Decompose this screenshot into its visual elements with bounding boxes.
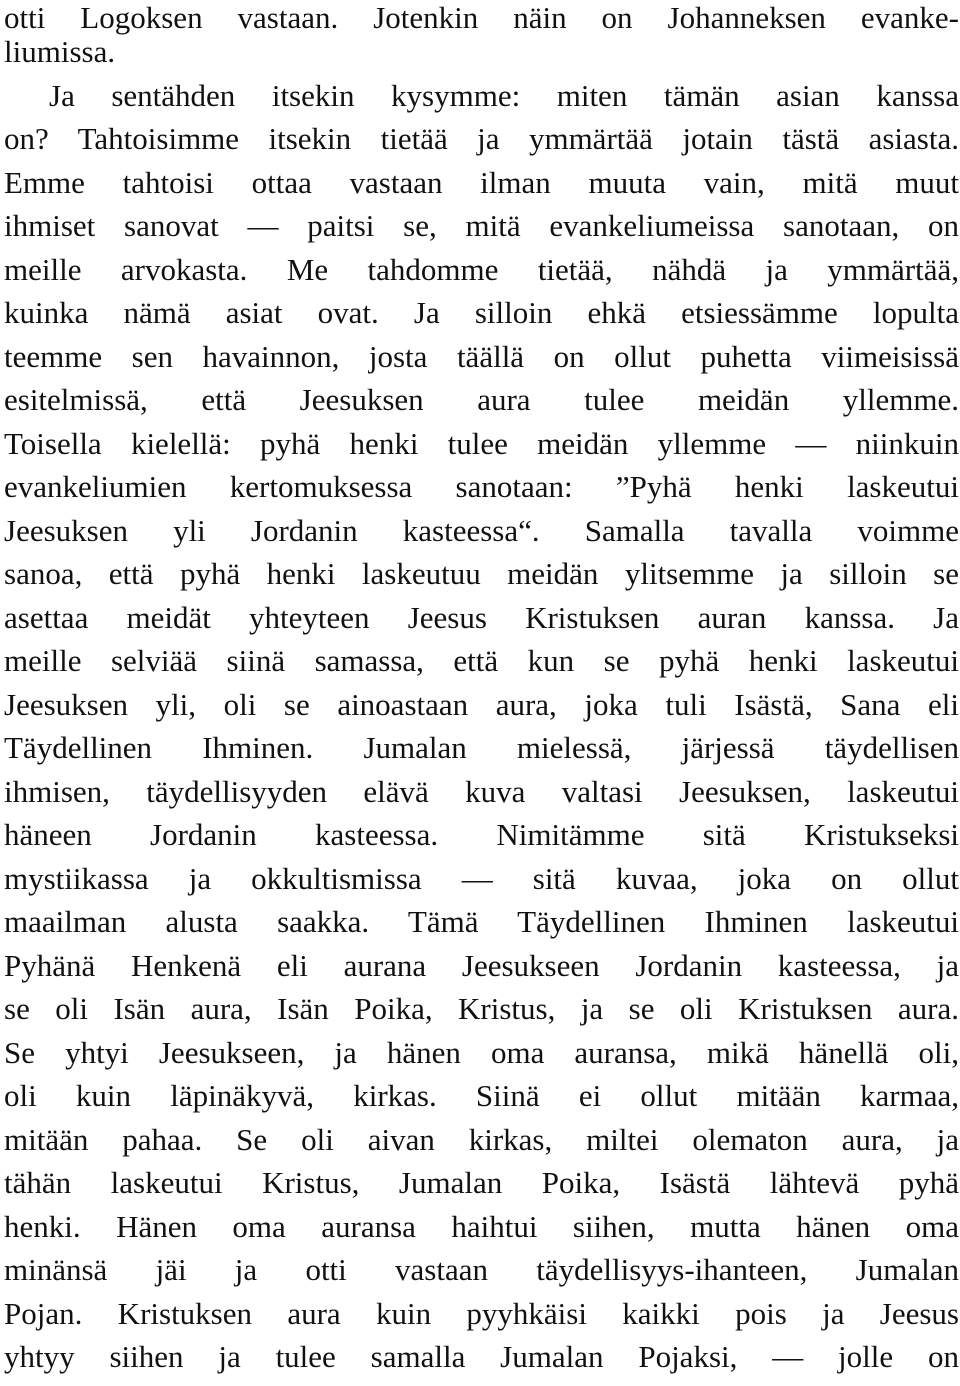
text-line: se oli Isän aura, Isän Poika, Kristus, ja se oli Kristuksen aura. (4, 991, 959, 1026)
text-line: Ja sentähden itsekin kysymme: miten tämän asian kanssa (49, 78, 959, 113)
text-line: Jeesuksen yli, oli se ainoastaan aura, joka tuli Isästä, Sana eli (4, 687, 959, 722)
text-line: Pojan. Kristuksen aura kuin pyyhkäisi kaikki pois ja Jeesus (4, 1296, 959, 1331)
text-line: asettaa meidät yhteyteen Jeesus Kristuksen auran kanssa. Ja (4, 600, 959, 635)
text-line: evankeliumien kertomuksessa sanotaan: ”Pyhä henki laskeutui (4, 469, 959, 504)
text-line: meille selviää siinä samassa, että kun se pyhä henki laskeutui (4, 643, 959, 678)
text-line: mystiikassa ja okkultismissa — sitä kuvaa, joka on ollut (4, 861, 959, 896)
text-line: meille arvokasta. Me tahdomme tietää, nähdä ja ymmärtää, (4, 252, 959, 287)
text-line: ihmiset sanovat — paitsi se, mitä evankeliumeissa sanotaan, on (4, 208, 959, 243)
text-line: esitelmissä, että Jeesuksen aura tulee meidän yllemme. (4, 382, 959, 417)
text-line: minänsä jäi ja otti vastaan täydellisyys-ihanteen, Jumalan (4, 1252, 959, 1287)
text-line: henki. Hänen oma auransa haihtui siihen, mutta hänen oma (4, 1209, 959, 1244)
text-line: Jeesuksen yli Jordanin kasteessa“. Samalla tavalla voimme (4, 513, 959, 548)
text-line: häneen Jordanin kasteessa. Nimitämme sitä Kristukseksi (4, 817, 959, 852)
text-line: kuinka nämä asiat ovat. Ja silloin ehkä etsiessämme lopulta (4, 295, 959, 330)
text-line: teemme sen havainnon, josta täällä on ollut puhetta viimeisissä (4, 339, 959, 374)
text-line: otti Logoksen vastaan. Jotenkin näin on Johanneksen evanke- (4, 0, 959, 35)
text-line: ihmisen, täydellisyyden elävä kuva valtasi Jeesuksen, laskeutui (4, 774, 959, 809)
text-line: sanoa, että pyhä henki laskeutuu meidän ylitsemme ja silloin se (4, 556, 959, 591)
text-line: Toisella kielellä: pyhä henki tulee meidän yllemme — niinkuin (4, 426, 959, 461)
text-line: yhtyy siihen ja tulee samalla Jumalan Pojaksi, — jolle on (4, 1339, 959, 1374)
text-line: maailman alusta saakka. Tämä Täydellinen Ihminen laskeutui (4, 904, 959, 939)
text-line: mitään pahaa. Se oli aivan kirkas, miltei olematon aura, ja (4, 1122, 959, 1157)
text-line: Emme tahtoisi ottaa vastaan ilman muuta vain, mitä muut (4, 165, 959, 200)
text-line: on? Tahtoisimme itsekin tietää ja ymmärtää jotain tästä asiasta. (4, 121, 959, 156)
text-line: oli kuin läpinäkyvä, kirkas. Siinä ei ollut mitään karmaa, (4, 1078, 959, 1113)
text-line: Täydellinen Ihminen. Jumalan mielessä, järjessä täydellisen (4, 730, 959, 765)
text-line: Pyhänä Henkenä eli aurana Jeesukseen Jordanin kasteessa, ja (4, 948, 959, 983)
text-line: liumissa. (4, 34, 116, 69)
text-line: Se yhtyi Jeesukseen, ja hänen oma auransa, mikä hänellä oli, (4, 1035, 959, 1070)
text-line: tähän laskeutui Kristus, Jumalan Poika, Isästä lähtevä pyhä (4, 1165, 959, 1200)
